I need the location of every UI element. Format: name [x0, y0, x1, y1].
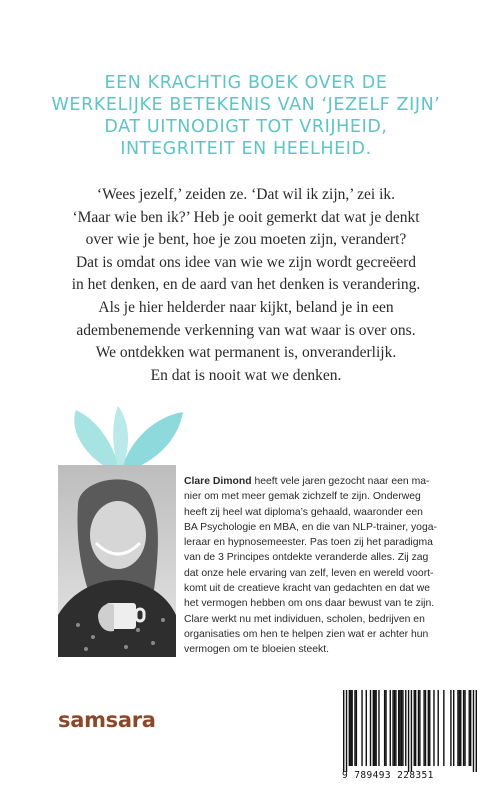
barcode-digits: 9 789493 228351 — [342, 770, 434, 781]
barcode-bar — [361, 690, 362, 766]
barcode-bar — [463, 690, 464, 766]
barcode-bar — [415, 690, 416, 766]
barcode-bar — [374, 690, 375, 766]
bio-line — [184, 474, 474, 489]
barcode-bar — [346, 690, 347, 772]
barcode-bar — [418, 690, 419, 766]
barcode-bar — [390, 690, 391, 766]
bio-line: het vermogen hebben om ons daar bewust van te zijn. — [184, 598, 435, 610]
author-photo — [58, 465, 176, 657]
barcode-bar — [459, 690, 460, 766]
barcode-bar — [469, 690, 470, 766]
barcode-bar — [351, 690, 352, 766]
barcode-bar — [401, 690, 402, 766]
tagline-line: WERKELIJKE BETEKENIS VAN ‘JEZELF ZIJN’ — [51, 95, 441, 115]
barcode-bar — [438, 690, 439, 766]
barcode-bar — [356, 690, 357, 766]
barcode-bar — [366, 690, 367, 766]
barcode-bar — [375, 690, 376, 766]
barcode-bar — [419, 690, 420, 766]
barcode-bar — [414, 690, 415, 766]
barcode-bar — [349, 690, 350, 766]
barcode-bar — [354, 690, 355, 766]
bio-line: organisaties om hen te helpen zien wat er achter hun — [184, 628, 429, 640]
barcode-bar — [399, 690, 400, 766]
barcode-bar — [443, 690, 444, 766]
author-name: Clare Dimond — [184, 476, 252, 487]
bio-line: van de 3 Principes ontdekte veranderde alles. Zij zag — [184, 552, 429, 564]
barcode-bar — [453, 690, 454, 766]
bio-line: leraar en hypnosemeester. Pas toen zij het paradigma — [184, 537, 433, 549]
barcode-bar — [457, 690, 458, 766]
intro-line: Dat is omdat ons idee van wie we zijn wordt gecreëerd — [75, 253, 417, 271]
intro-line: over wie je bent, hoe je zou moeten zijn, verandert? — [85, 231, 407, 249]
bio-line: heeft zij heel wat diploma’s gehaald, waaronder een — [184, 506, 423, 518]
intro-line: adembenemende verkenning van wat waar is over ons. — [76, 321, 416, 339]
barcode-bar — [395, 690, 396, 766]
barcode-bar — [464, 690, 465, 766]
barcode-bar — [373, 690, 374, 766]
intro-line: in het denken, en de aard van het denken is verandering. — [71, 276, 421, 294]
intro-line: Als je hier helderder naar kijkt, beland je in een — [98, 298, 394, 316]
tagline-line: EEN KRACHTIG BOEK OVER DE — [104, 73, 388, 93]
barcode-bar — [429, 690, 430, 766]
barcode-bar — [476, 690, 477, 772]
bio-line: Clare werkt nu met individuen, scholen, bedrijven en — [184, 613, 425, 625]
barcode-bar — [408, 690, 409, 772]
bio-line: nier om met meer gemak zichzelf te zijn. Onderweg — [184, 491, 421, 503]
barcode-bar — [350, 690, 351, 766]
bio-line: BA Psychologie en MBA, en die van NLP-trainer, yoga- — [184, 521, 437, 533]
tagline-line: INTEGRITEIT EN HEELHEID. — [120, 139, 372, 159]
barcode-bar — [460, 690, 461, 766]
barcode-bar — [470, 690, 471, 766]
publisher-logo: samsara — [58, 708, 156, 732]
barcode-bar — [392, 690, 393, 766]
barcode-bar — [402, 690, 403, 766]
barcode-bar — [370, 690, 371, 766]
barcode-bar — [384, 690, 385, 766]
barcode-bar — [411, 690, 412, 772]
author-bio — [184, 474, 474, 658]
intro-line: En dat is nooit wat we denken. — [150, 366, 342, 384]
barcode-bar — [473, 690, 474, 772]
tagline — [20, 72, 472, 160]
barcode-bar — [343, 690, 344, 772]
barcode-bar — [423, 690, 424, 766]
intro-line: ‘Wees jezelf,’ zeiden ze. ‘Dat wil ik zijn,’ zei ik. — [96, 186, 396, 203]
bio-line: dat onze hele ervaring van zelf, leven en wereld voort- — [184, 567, 434, 579]
barcode-bar — [398, 690, 399, 766]
bio-line: vermogen om te bloeien steekt. — [184, 644, 329, 656]
bio-line-rest: heeft vele jaren gezocht naar een ma- — [251, 476, 430, 487]
barcode-bar — [385, 690, 386, 766]
barcode-bar — [428, 690, 429, 766]
bio-line: komt uit de creatieve kracht van gedachten en dat we — [184, 583, 431, 595]
barcode-bar — [378, 690, 379, 766]
barcode-bar — [425, 690, 426, 766]
intro-line: We ontdekken wat permanent is, onveranderlijk. — [95, 344, 397, 362]
barcode-bar — [394, 690, 395, 766]
intro-text — [20, 184, 472, 387]
barcode-bar — [405, 690, 406, 766]
tagline-line: DAT UITNODIGT TOT VRIJHEID, — [104, 117, 388, 137]
intro-line: ‘Maar wie ben ik?’ Heb je ooit gemerkt dat wat je denkt — [72, 208, 420, 226]
barcode-bar — [433, 690, 434, 766]
barcode-bar — [450, 690, 451, 766]
